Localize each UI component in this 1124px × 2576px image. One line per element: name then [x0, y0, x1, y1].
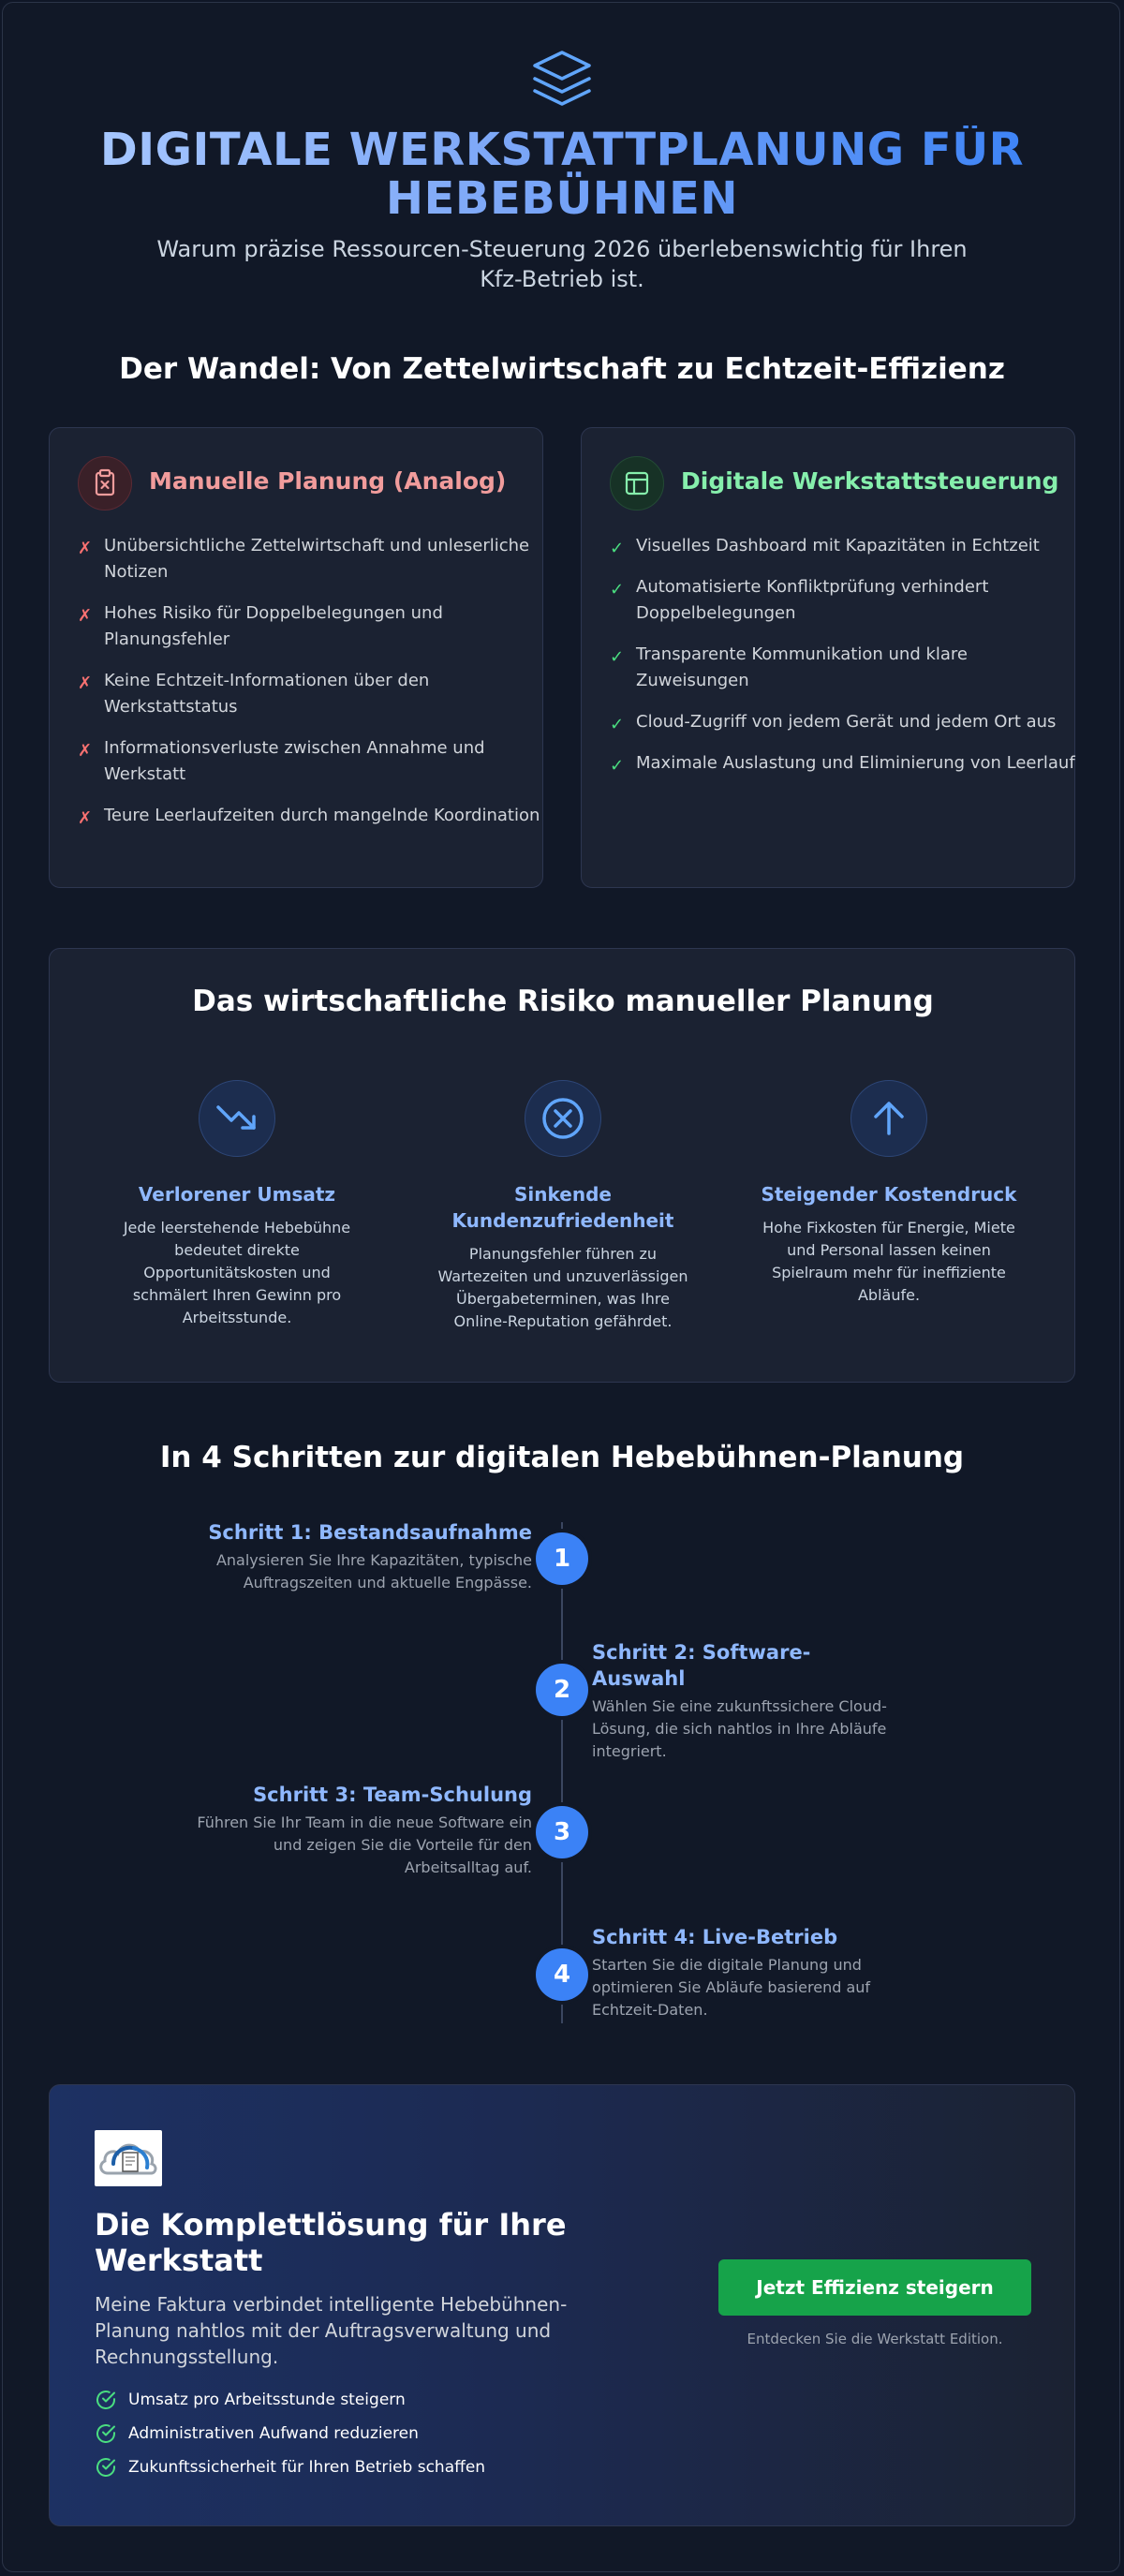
check-icon: ✓ [610, 580, 625, 600]
step-number-3: 3 [536, 1806, 588, 1858]
step-title: Schritt 4: Live-Betrieb [592, 1926, 838, 1948]
page-title [75, 126, 1049, 223]
list-item: ✗ Unübersichtliche Zettelwirtschaft und unleserliche Notizen [78, 536, 530, 582]
list-item: Zukunftssicherheit für Ihren Betrieb schaffen [95, 2456, 582, 2479]
list-item: ✗ Keine Echtzeit-Informationen über den Werkstattstatus [78, 671, 430, 717]
trending-down-icon [199, 1080, 275, 1157]
step-text: Führen Sie Ihr Team in die neue Software ein und zeigen Sie die Vorteile für den Arbeitsalltag auf. [197, 1814, 532, 1876]
risk-item-text: Jede leerstehende Hebebühne bedeutet direkte Opportunitätskosten und schmälert Ihren Gewinn pro Arbeitsstunde. [123, 1219, 351, 1326]
manual-planning-title: Manuelle Planung (Analog) [149, 467, 507, 495]
list-item: ✗ Teure Leerlaufzeiten durch mangelnde Koordination [78, 803, 546, 829]
risk-section [49, 948, 1075, 1383]
list-item: Umsatz pro Arbeitsstunde steigern [95, 2389, 582, 2411]
cta-note: Entdecken Sie die Werkstatt Edition. [747, 2331, 1003, 2347]
benefit-list [95, 2389, 582, 2490]
step-title: Schritt 2: Software-Auswahl [592, 1641, 811, 1690]
page-subtitle-line1: Warum präzise Ressourcen-Steuerung 2026 überlebenswichtig für Ihren [156, 236, 968, 262]
layout-dashboard-icon [610, 456, 664, 511]
list-item: ✓ Transparente Kommunikation und klare Zuweisungen [610, 644, 969, 690]
list-item: ✓ Automatisierte Konfliktprüfung verhindert Doppelbelegungen [610, 577, 989, 623]
layers-icon [529, 49, 595, 109]
cta-text: Meine Faktura verbindet intelligente Hebebühnen-Planung nahtlos mit der Auftragsverwaltung und Rechnungsstellung. [95, 2293, 568, 2368]
check-icon: ✓ [610, 715, 625, 734]
digital-control-title: Digitale Werkstattsteuerung [681, 467, 1059, 495]
list-item: ✗ Informationsverluste zwischen Annahme und Werkstatt [78, 738, 485, 784]
page-subtitle [131, 234, 993, 294]
digital-control-card [581, 427, 1075, 888]
step-text: Wählen Sie eine zukunftssichere Cloud-Lösung, die sich nahtlos in Ihre Abläufe integriert. [592, 1697, 887, 1760]
list-item: ✓ Maximale Auslastung und Eliminierung von Leerlauf [610, 750, 1078, 777]
page-subtitle-line2: Kfz-Betrieb ist. [480, 266, 644, 292]
page-title-line2: HEBEBÜHNEN [385, 172, 739, 225]
steps-title: In 4 Schritten zur digitalen Hebebühnen-Planung [159, 1441, 965, 1474]
step-3 [176, 1782, 532, 1879]
manual-planning-list [78, 533, 546, 844]
step-number-2: 2 [536, 1664, 588, 1716]
step-title: Schritt 1: Bestandsaufnahme [208, 1521, 532, 1544]
digital-control-list [610, 533, 1078, 792]
check-circle-icon [95, 2422, 117, 2445]
check-circle-icon [95, 2456, 117, 2479]
cloud-document-logo [95, 2130, 162, 2186]
step-number-1: 1 [536, 1532, 588, 1585]
check-circle-icon [95, 2389, 117, 2411]
step-2 [592, 1639, 901, 1763]
cross-icon: ✗ [78, 539, 93, 558]
risk-item-title: Sinkende Kundenzufriedenheit [451, 1183, 674, 1232]
risk-item-title: Verlorener Umsatz [138, 1183, 336, 1206]
cta-title: Die Komplettlösung für Ihre Werkstatt [95, 2207, 567, 2278]
cross-icon: ✗ [78, 808, 93, 828]
check-icon: ✓ [610, 647, 625, 667]
comparison-title: Der Wandel: Von Zettelwirtschaft zu Echtzeit-Effizienz [119, 352, 1005, 386]
page-title-line1: DIGITALE WERKSTATTPLANUNG FÜR [99, 124, 1025, 176]
cross-icon: ✗ [78, 674, 93, 693]
step-1 [176, 1519, 532, 1594]
step-text: Starten Sie die digitale Planung und optimieren Sie Abläufe basierend auf Echtzeit-Daten. [592, 1956, 871, 2019]
step-title: Schritt 3: Team-Schulung [253, 1784, 532, 1806]
risk-item-lost-revenue [106, 1080, 368, 1329]
risk-item-title: Steigender Kostendruck [761, 1183, 1017, 1206]
check-icon: ✓ [610, 539, 625, 558]
arrow-up-icon [850, 1080, 927, 1157]
risk-item-text: Hohe Fixkosten für Energie, Miete und Personal lassen keinen Spielraum mehr für ineffiziente Abläufe. [762, 1219, 1015, 1304]
manual-planning-card [49, 427, 543, 888]
list-item: ✓ Visuelles Dashboard mit Kapazitäten in Echtzeit [610, 533, 1078, 559]
cross-icon: ✗ [78, 606, 93, 626]
step-text: Analysieren Sie Ihre Kapazitäten, typische Auftragszeiten und aktuelle Engpässe. [215, 1551, 532, 1591]
check-icon: ✓ [610, 756, 625, 776]
list-item: Administrativen Aufwand reduzieren [95, 2422, 582, 2445]
increase-efficiency-button[interactable]: Jetzt Effizienz steigern [718, 2259, 1031, 2316]
risk-item-customer-satisfaction [432, 1080, 694, 1333]
risk-title: Das wirtschaftliche Risiko manueller Planung [192, 985, 934, 1018]
cross-icon: ✗ [78, 741, 93, 761]
cta-section [49, 2084, 1075, 2526]
circle-x-icon [525, 1080, 601, 1157]
risk-item-cost-pressure [758, 1080, 1020, 1307]
list-item: ✓ Cloud-Zugriff von jedem Gerät und jedem Ort aus [610, 709, 1078, 735]
clipboard-x-icon [78, 456, 132, 511]
step-4 [592, 1924, 901, 2021]
risk-item-text: Planungsfehler führen zu Wartezeiten und unzuverlässigen Übergabeterminen, was Ihre Online-Reputation gefährdet. [437, 1245, 688, 1330]
step-number-4: 4 [536, 1948, 588, 2001]
list-item: ✗ Hohes Risiko für Doppelbelegungen und Planungsfehler [78, 603, 443, 649]
